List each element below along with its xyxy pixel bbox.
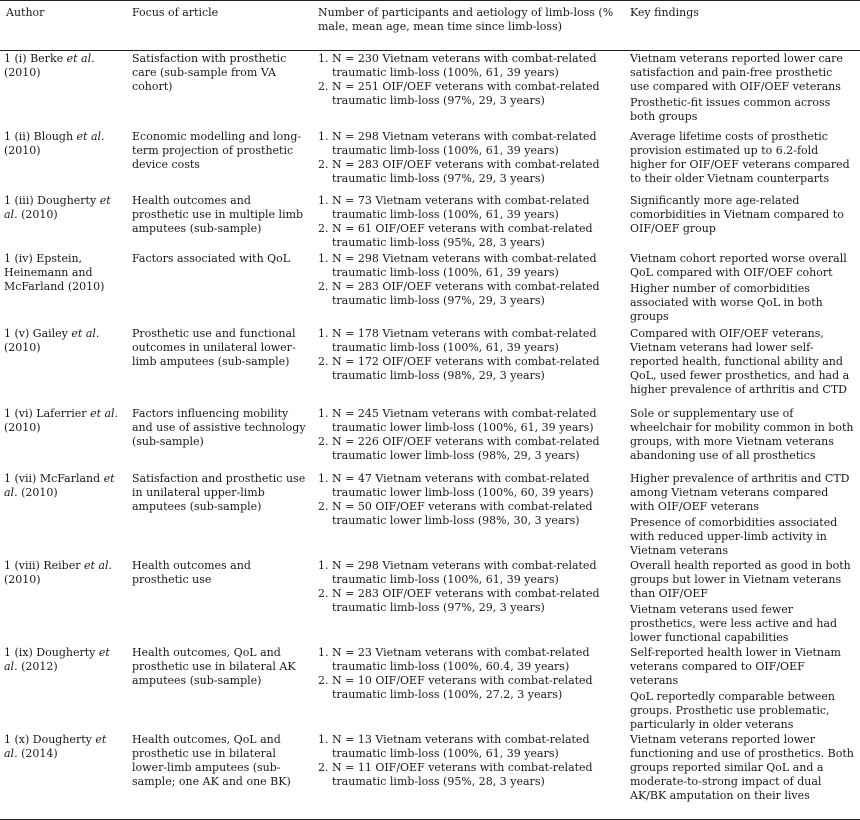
participant-group: 1. N = 178 Vietnam veterans with combat-related traumatic limb-loss (100%, 61, 39 years): [318, 326, 597, 354]
participant-group: 2. N = 251 OIF/OEF veterans with combat-related traumatic limb-loss (97%, 29, 3 years): [318, 80, 600, 107]
header-findings: Key findings: [624, 1, 860, 51]
focus-cell: Prosthetic use and functional outcomes in unilateral lower-limb amputees (sub-sample): [132, 326, 296, 368]
focus-cell: Economic modelling and long-term projection of prosthetic device costs: [132, 129, 302, 171]
key-finding: Significantly more age-related comorbidities in Vietnam compared to OIF/OEF group: [630, 193, 844, 235]
author-cell: 1 (i) Berke et al. (2010): [4, 52, 95, 79]
key-finding: Prosthetic-fit issues common across both groups: [630, 96, 831, 123]
participant-group: 2. N = 50 OIF/OEF veterans with combat-related traumatic lower limb-loss (98%, 30, 3 years): [318, 499, 593, 527]
key-finding: Average lifetime costs of prosthetic provision estimated up to 6.2-fold higher for OIF/OEF veterans compared to their older Vietnam counterparts: [630, 129, 850, 185]
findings-cell: [624, 406, 860, 471]
table-row: [0, 129, 860, 193]
participant-group: 2. N = 10 OIF/OEF veterans with combat-related traumatic limb-loss (100%, 27.2, 3 years): [318, 673, 593, 701]
table-row: [0, 471, 860, 558]
key-finding: Vietnam veterans reported lower care satisfaction and pain-free prosthetic use compared with OIF/OEF veterans: [630, 52, 843, 93]
et-al-text: et al.: [66, 52, 95, 65]
participant-group: 2. N = 11 OIF/OEF veterans with combat-related traumatic limb-loss (95%, 28, 3 years): [318, 760, 593, 788]
participants-cell: [312, 406, 624, 471]
participant-group: 2. N = 226 OIF/OEF veterans with combat-related traumatic lower limb-loss (98%, 29, 3 years): [318, 434, 600, 462]
participant-group: 1. N = 298 Vietnam veterans with combat-related traumatic limb-loss (100%, 61, 39 years): [318, 251, 597, 279]
table-row: [0, 326, 860, 406]
header-author: Author: [0, 1, 126, 51]
participants-cell: [312, 251, 624, 326]
findings-cell: [624, 51, 860, 129]
participant-group: 2. N = 283 OIF/OEF veterans with combat-related traumatic limb-loss (97%, 29, 3 years): [318, 157, 600, 185]
author-cell: 1 (viii) Reiber et al. (2010): [4, 558, 112, 586]
key-finding: Higher prevalence of arthritis and CTD among Vietnam veterans compared with OIF/OEF veterans: [630, 471, 850, 513]
focus-cell: Health outcomes, QoL and prosthetic use in bilateral AK amputees (sub-sample): [132, 645, 296, 687]
et-al-text: et al.: [4, 732, 107, 760]
table-row: [0, 51, 860, 129]
et-al-text: et al.: [76, 129, 105, 143]
participant-group: 2. N = 283 OIF/OEF veterans with combat-related traumatic limb-loss (97%, 29, 3 years): [318, 586, 600, 614]
author-cell: 1 (ii) Blough et al. (2010): [4, 129, 105, 157]
participant-group: 1. N = 23 Vietnam veterans with combat-related traumatic limb-loss (100%, 60.4, 39 years): [318, 645, 590, 673]
table-row: [0, 193, 860, 251]
participant-group: 1. N = 245 Vietnam veterans with combat-related traumatic lower limb-loss (100%, 61, 39 years): [318, 406, 597, 434]
header-participants: Number of participants and aetiology of limb-loss (% male, mean age, mean time since limb-loss): [312, 1, 624, 51]
focus-cell: Satisfaction with prosthetic care (sub-sample from VA cohort): [132, 52, 287, 93]
findings-cell: [624, 251, 860, 326]
table-row: [0, 251, 860, 326]
participant-group: 2. N = 172 OIF/OEF veterans with combat-related traumatic limb-loss (98%, 29, 3 years): [318, 354, 600, 382]
focus-cell: Health outcomes, QoL and prosthetic use in bilateral lower-limb amputees (sub-sample; one AK and one BK): [126, 732, 312, 820]
key-finding: Compared with OIF/OEF veterans, Vietnam veterans had lower self-reported health, functional ability and QoL, used fewer prosthetics, and had a higher prevalence of arthritis and CTD: [630, 326, 850, 396]
author-cell: 1 (iii) Dougherty et al. (2010): [4, 193, 111, 221]
participant-group: 1. N = 47 Vietnam veterans with combat-related traumatic lower limb-loss (100%, 60, 39 years): [318, 471, 594, 499]
findings-cell: [624, 732, 860, 820]
focus-cell: Health outcomes and prosthetic use in multiple limb amputees (sub-sample): [132, 193, 304, 235]
participants-cell: [312, 558, 624, 645]
participant-group: 1. N = 298 Vietnam veterans with combat-related traumatic limb-loss (100%, 61, 39 years): [318, 129, 597, 157]
et-al-text: et al.: [83, 558, 112, 572]
participants-cell: [312, 471, 624, 558]
focus-cell: Factors influencing mobility and use of assistive technology (sub-sample): [132, 406, 306, 448]
et-al-text: et al.: [90, 406, 119, 420]
participant-group: 1. N = 13 Vietnam veterans with combat-related traumatic limb-loss (100%, 61, 39 years): [318, 732, 590, 760]
participants-cell: [312, 732, 624, 820]
author-cell: 1 (vi) Laferrier et al. (2010): [4, 406, 119, 434]
findings-cell: [624, 129, 860, 193]
key-finding: Self-reported health lower in Vietnam veterans compared to OIF/OEF veterans: [630, 645, 841, 687]
table-row: [0, 558, 860, 645]
participants-cell: [312, 193, 624, 251]
findings-cell: [624, 326, 860, 406]
participants-cell: [312, 645, 624, 732]
key-finding: Overall health reported as good in both groups but lower in Vietnam veterans than OIF/OEF: [630, 558, 851, 600]
key-finding: Vietnam veterans used fewer prosthetics, were less active and had lower functional capabilities: [630, 602, 838, 644]
author-cell: 1 (vii) McFarland et al. (2010): [4, 471, 115, 499]
participant-group: 1. N = 298 Vietnam veterans with combat-related traumatic limb-loss (100%, 61, 39 years): [318, 558, 597, 586]
findings-cell: [624, 471, 860, 558]
et-al-text: et al.: [4, 193, 111, 221]
et-al-text: et al.: [4, 471, 115, 499]
table-row: [0, 645, 860, 732]
key-finding: Higher number of comorbidities associated with worse QoL in both groups: [630, 281, 823, 323]
header-focus: Focus of article: [126, 1, 312, 51]
key-finding: Vietnam cohort reported worse overall QoL compared with OIF/OEF cohort: [630, 251, 847, 279]
key-finding: Presence of comorbidities associated with reduced upper-limb activity in Vietnam veterans: [630, 515, 838, 557]
participants-cell: [312, 129, 624, 193]
participants-cell: [312, 326, 624, 406]
findings-cell: [624, 645, 860, 732]
key-finding: Vietnam veterans reported lower functioning and use of prosthetics. Both groups reported similar QoL and a moderate-to-strong impact of dual AK/BK amputation on their lives: [630, 732, 854, 802]
focus-cell: Factors associated with QoL: [132, 251, 291, 265]
focus-cell: Health outcomes and prosthetic use: [132, 558, 251, 586]
table-row: [0, 732, 860, 820]
participant-group: 1. N = 73 Vietnam veterans with combat-related traumatic limb-loss (100%, 61, 39 years): [318, 193, 590, 221]
table-header-row: [0, 1, 860, 51]
findings-cell: [624, 558, 860, 645]
findings-cell: [624, 193, 860, 251]
participant-group: 1. N = 230 Vietnam veterans with combat-related traumatic limb-loss (100%, 61, 39 years): [318, 52, 597, 79]
author-cell: 1 (iv) Epstein, Heinemann and McFarland (2010): [4, 251, 105, 293]
participants-cell: [312, 51, 624, 129]
key-finding: QoL reportedly comparable between groups. Prosthetic use problematic, particularly in older veterans: [630, 689, 836, 731]
author-cell: 1 (x) Dougherty et al. (2014): [0, 732, 126, 820]
et-al-text: et al.: [71, 326, 100, 340]
et-al-text: et al.: [4, 645, 110, 673]
participant-group: 2. N = 61 OIF/OEF veterans with combat-related traumatic limb-loss (95%, 28, 3 years): [318, 221, 593, 249]
focus-cell: Satisfaction and prosthetic use in unilateral upper-limb amputees (sub-sample): [132, 471, 306, 513]
participant-group: 2. N = 283 OIF/OEF veterans with combat-related traumatic limb-loss (97%, 29, 3 years): [318, 279, 600, 307]
key-finding: Sole or supplementary use of wheelchair for mobility common in both groups, with more Vietnam veterans abandoning use of all prosthetics: [630, 406, 854, 462]
author-cell: 1 (ix) Dougherty et al. (2012): [4, 645, 110, 673]
table-row: [0, 406, 860, 471]
author-cell: 1 (v) Gailey et al. (2010): [4, 326, 100, 354]
